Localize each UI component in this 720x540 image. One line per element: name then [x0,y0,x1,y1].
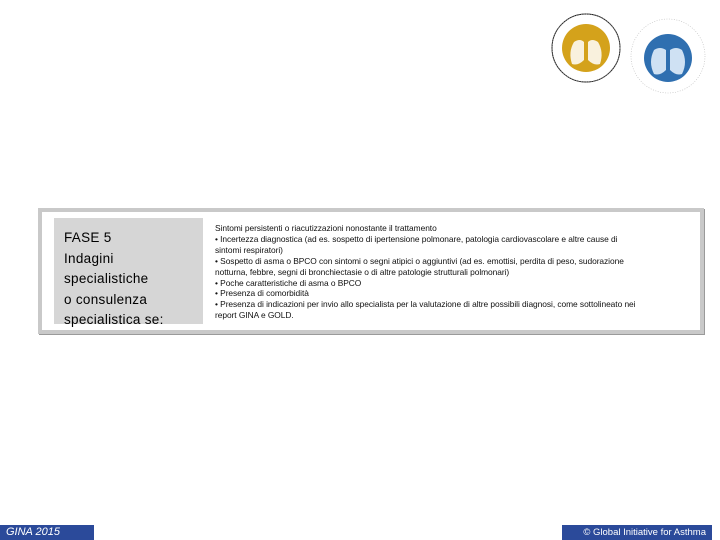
gina-logo [628,16,708,96]
description-line: • Sospetto di asma o BPCO con sintomi o segni atipici o aggiuntivi (ad es. emottisi, perdita di peso, sudorazione [215,255,624,266]
footer-copyright: © Global Initiative for Asthma [562,525,712,540]
step-label-line: Indagini [64,250,114,266]
step-panel-inner [42,212,700,330]
gold-logo [550,12,622,84]
description-line: report GINA e GOLD. [215,310,294,321]
step-description [203,212,700,330]
logos [550,12,710,96]
description-line: sintomi respiratori) [215,244,283,255]
step-panel [38,208,704,334]
description-line: notturna, febbre, segni di bronchiectasie o di altre patologie strutturali polmonari) [215,266,510,277]
description-line: • Poche caratteristiche di asma o BPCO [215,277,362,288]
description-line: • Presenza di indicazioni per invio allo specialista per la valutazione di altre possibili diagnosi, come sottolineato nei [215,299,636,310]
step-label-box [54,218,203,328]
description-line: • Presenza di comorbidità [215,288,309,299]
description-line: • Incertezza diagnostica (ad es. sospetto di ipertensione polmonare, patologia cardiovascolare e altre cause di [215,233,618,244]
description-line: Sintomi persistenti o riacutizzazioni nonostante il trattamento [215,223,437,233]
footer-version-label: GINA 2015 [0,525,94,540]
step-label-line: FASE 5 [64,230,112,245]
step-label-line: o consulenza [64,291,148,307]
step-label-line: specialistica se: [64,312,164,328]
step-label-line: specialistiche [64,271,149,287]
footer [0,524,720,540]
